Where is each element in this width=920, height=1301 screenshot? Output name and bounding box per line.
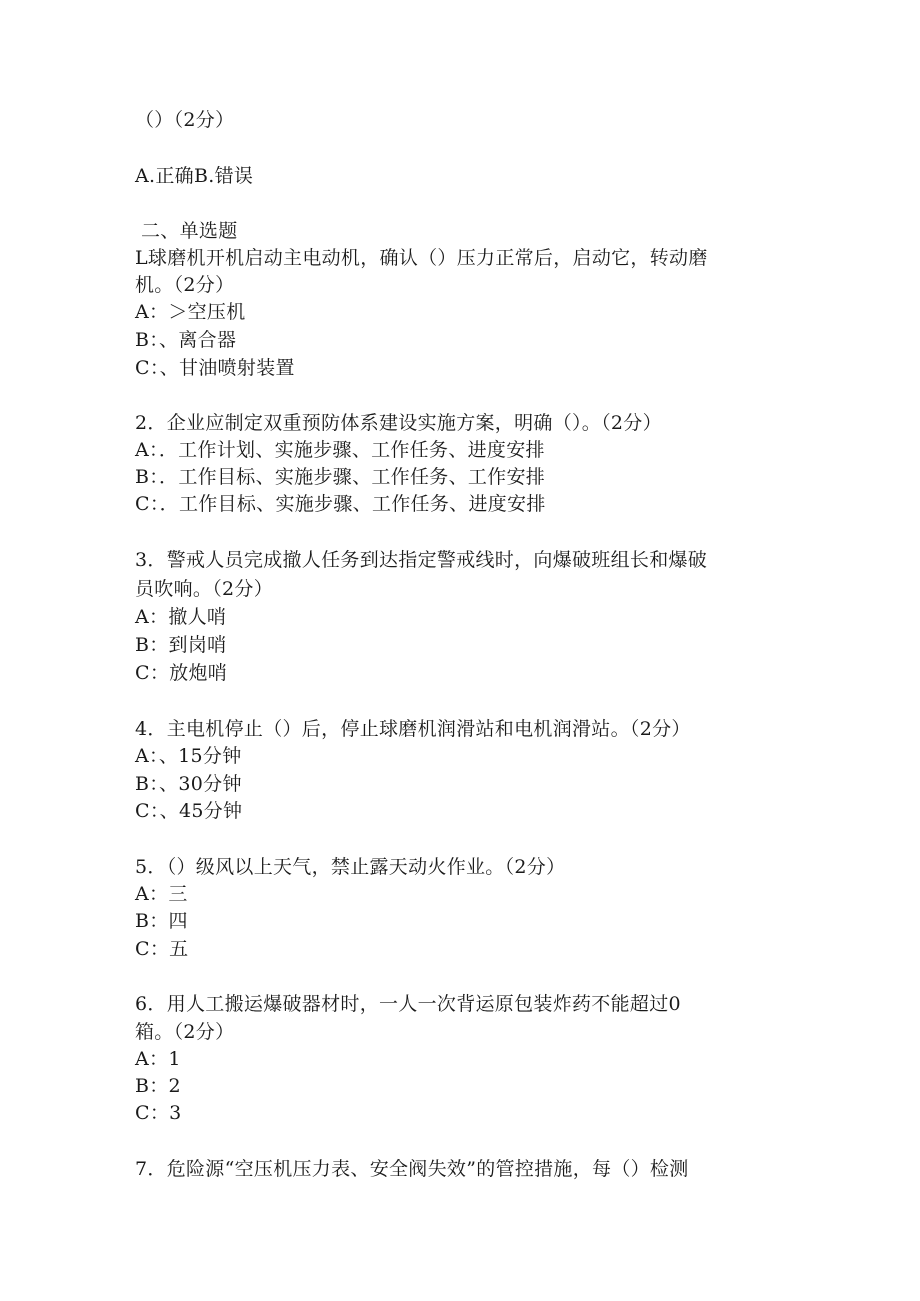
question-1-option-c: C：、甘油喷射装置	[135, 357, 295, 379]
question-6-line-1: 6．用人工搬运爆破器材时，一人一次背运原包装炸药不能超过0	[135, 993, 681, 1015]
question-5-option-c: C：五	[135, 938, 189, 960]
intro-options-line: A.正确B.错误	[135, 165, 254, 187]
question-5-option-b: B：四	[135, 910, 188, 932]
question-1-option-b: B：、离合器	[135, 329, 237, 351]
question-6-option-c: C：3	[135, 1102, 182, 1124]
question-5-line-1: 5．（）级风以上天气，禁止露天动火作业。（2分）	[135, 856, 566, 878]
question-3-option-a: A：撤人哨	[135, 606, 227, 628]
question-6-option-a: A：1	[135, 1048, 181, 1070]
question-1-line-2: 机。（2分）	[135, 274, 235, 296]
question-5-option-a: A：三	[135, 883, 188, 905]
question-4-option-b: B：、30分钟	[135, 773, 242, 795]
question-3-line-1: 3．警戒人员完成撤人任务到达指定警戒线时，向爆破班组长和爆破	[135, 549, 708, 571]
question-3-option-b: B：到岗哨	[135, 634, 227, 656]
section-title: 二、单选题	[141, 220, 238, 242]
intro-score-line: （）（2分）	[135, 109, 235, 131]
question-7-line-1: 7．危险源“空压机压力表、安全阀失效”的管控措施，每（）检测	[135, 1158, 689, 1180]
question-3-option-c: C：放炮哨	[135, 662, 228, 684]
question-2-option-b: B：．工作目标、实施步骤、工作任务、工作安排	[135, 466, 546, 488]
question-1-line-1: L球磨机开机启动主电动机，确认（）压力正常后，启动它，转动磨	[135, 247, 708, 269]
question-4-option-c: C：、45分钟	[135, 800, 243, 822]
question-4-line-1: 4．主电机停止（）后，停止球磨机润滑站和电机润滑站。（2分）	[135, 718, 691, 740]
question-2-option-c: C：．工作目标、实施步骤、工作任务、进度安排	[135, 493, 546, 515]
question-2-option-a: A：．工作计划、实施步骤、工作任务、进度安排	[135, 439, 545, 461]
question-2-line-1: 2．企业应制定双重预防体系建设实施方案，明确（）。（2分）	[135, 412, 662, 434]
question-4-option-a: A：、15分钟	[135, 745, 242, 767]
question-6-line-2: 箱。（2分）	[135, 1021, 235, 1043]
question-1-option-a: A：＞空压机	[135, 301, 246, 323]
question-3-line-2: 员吹响。（2分）	[135, 578, 273, 600]
question-6-option-b: B：2	[135, 1075, 181, 1097]
